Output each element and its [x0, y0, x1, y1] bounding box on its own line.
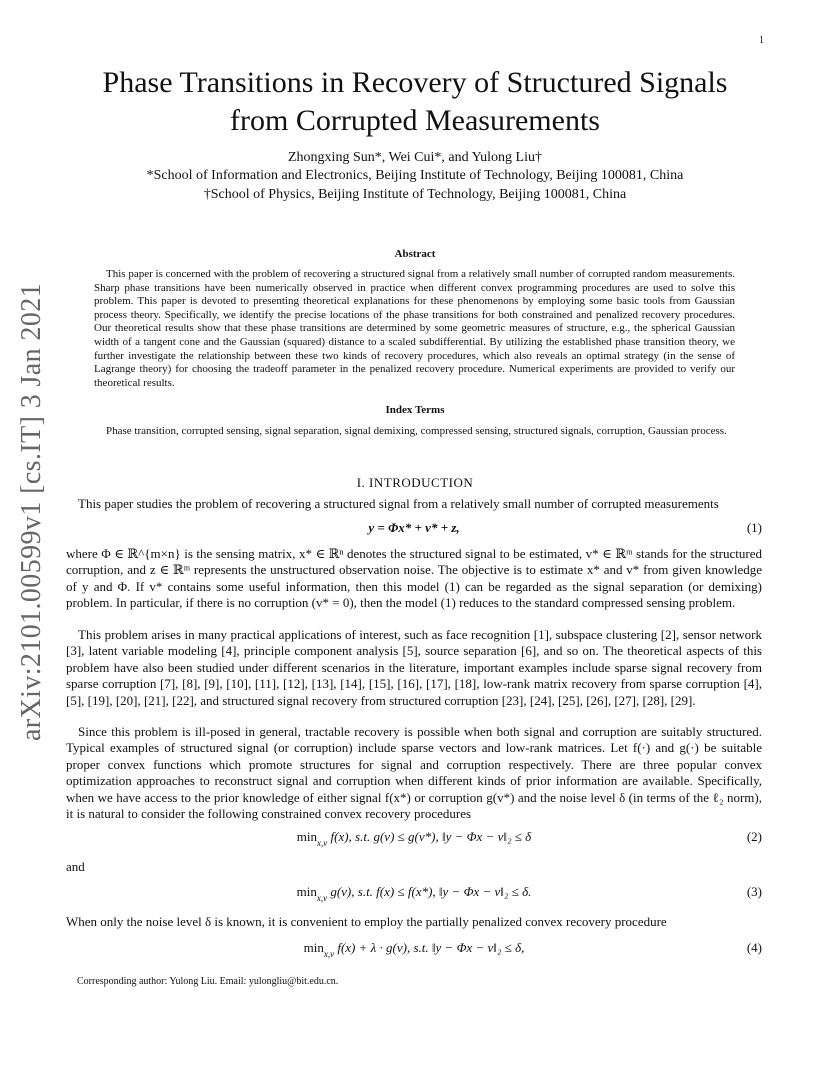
index-terms-text: Phase transition, corrupted sensing, signal separation, signal demixing, compressed sensing, structured signals, corruption, Gaussian process. [106, 425, 727, 437]
title-line-2: from Corrupted Measurements [230, 104, 600, 137]
equation-4-min: min [303, 940, 324, 955]
equation-2 [66, 829, 762, 847]
paragraph-4: Since this problem is ill-posed in general, tractable recovery is possible when both signal and corruption are suitably structured. Typical examples of structured signal (or corruption) include sparse vectors and low-rank matrices. Let f(·) and g(·) be suitable proper convex functions which promote structures for signal and corruption respectively. There are three popular convex optimization approaches to reconstruct signal and corruption when different kinds of prior information are available. Specifically, when we have access to the prior knowledge of either signal f(x*) or corruption g(v*) and the noise level δ (in terms of the ℓ₂ norm), it is natural to consider the following constrained convex recovery procedures [66, 724, 762, 822]
paragraph-5: When only the noise level δ is known, it is convenient to employ the partially penalized convex recovery procedure [66, 914, 667, 929]
section-heading: I. INTRODUCTION [356, 475, 474, 490]
affiliation-1: *School of Information and Electronics, Beijing Institute of Technology, Beijing 100081, China [146, 168, 684, 183]
paragraph-3: This problem arises in many practical applications of interest, such as face recognition [1], subspace clustering [2], sensor network [3], latent variable modeling [4], principle component analysis [5], source separation [6], and so on. The theoretical aspects of this problem have also been studied under different scenarios in the literature, important examples include sparse signal recovery from sparse corruption [7], [8], [9], [10], [11], [12], [13], [14], [15], [16], [17], [18], low-rank matrix recovery from sparse corruption [4], [5], [19], [20], [21], [22], and structured signal recovery from structured corruption [23], [24], [25], [26], [27], [28], [29]. [66, 627, 762, 708]
paragraph-1: This paper studies the problem of recovering a structured signal from a relatively small number of corrupted measurements [78, 496, 719, 511]
and-text: and [66, 859, 85, 874]
equation-1-body: y = Φx* + v* + z, [368, 520, 460, 535]
equation-3-number: (3) [746, 884, 762, 899]
authors: Zhongxing Sun*, Wei Cui*, and Yulong Liu† [288, 150, 542, 165]
paper-title [40, 64, 790, 140]
equation-4-expr: f(x) + λ · g(v), s.t. ‖y − Φx − v‖₂ ≤ δ, [337, 940, 525, 955]
equation-2-sub: x,v [317, 838, 328, 848]
equation-4-body [66, 940, 762, 959]
footnote: Corresponding author: Yulong Liu. Email: yulongliu@bit.edu.cn. [77, 976, 339, 987]
abstract-text: This paper is concerned with the problem of recovering a structured signal from a relatively small number of corrupted random measurements. Sharp phase transitions have been numerically observed in practice when different convex programming procedures are used to solve this problem. This paper is devoted to presenting theoretical explanations for these phenomenons by employing some basic tools from Gaussian process theory. Specifically, we identify the precise locations of the phase transitions for both constrained and penalized recovery procedures. Our theoretical results show that these phase transitions are determined by some geometric measures of structure, e.g., the spherical Gaussian width of a tangent cone and the Gaussian (squared) distance to a scaled subdifferential. By utilizing the established phase transition theory, we further investigate the relationship between these two kinds of recovery procedures, which also reveals an optimal strategy (in the sense of Lagrange theory) for choosing the tradeoff parameter in the penalized recovery procedure. Numerical experiments are provided to verify our theoretical results. [94, 268, 735, 389]
equation-4 [66, 940, 762, 958]
equation-3-expr: g(v), s.t. f(x) ≤ f(x*), ‖y − Φx − v‖₂ ≤ δ. [330, 884, 532, 899]
equation-3 [66, 884, 762, 902]
affiliation-2: †School of Physics, Beijing Institute of Technology, Beijing 100081, China [203, 187, 627, 202]
index-terms-heading: Index Terms [385, 404, 445, 416]
page-number: 1 [759, 35, 764, 46]
abstract-heading: Abstract [394, 248, 436, 260]
equation-4-number: (4) [746, 940, 762, 955]
paragraph-2: where Φ ∈ ℝ^{m×n} is the sensing matrix, x* ∈ ℝⁿ denotes the structured signal to be estimated, v* ∈ ℝᵐ stands for the structured corruption, and z ∈ ℝᵐ represents the unstructured observation noise. The objective is to estimate x* and v* from given knowledge of y and Φ. If v* contains some useful information, then this model (1) can be regarded as the signal separation (or demixing) problem. In particular, if there is no corruption (v* = 0), then the model (1) reduces to the standard compressed sensing problem. [66, 546, 762, 611]
equation-3-body [66, 884, 762, 903]
title-line-1: Phase Transitions in Recovery of Structured Signals [102, 66, 728, 99]
equation-2-number: (2) [746, 829, 762, 844]
equation-2-expr: f(x), s.t. g(v) ≤ g(v*), ‖y − Φx − v‖₂ ≤ δ [330, 829, 532, 844]
equation-2-min: min [296, 829, 318, 844]
equation-3-min: min [296, 884, 317, 899]
equation-1 [66, 520, 762, 538]
equation-1-number: (1) [746, 520, 762, 535]
arxiv-stamp: arXiv:2101.00599v1 [cs.IT] 3 Jan 2021 [16, 282, 47, 742]
equation-3-sub: x,v [316, 893, 328, 903]
equation-2-body [66, 829, 762, 848]
affiliations [40, 166, 790, 204]
equation-4-sub: x,v [323, 949, 335, 959]
